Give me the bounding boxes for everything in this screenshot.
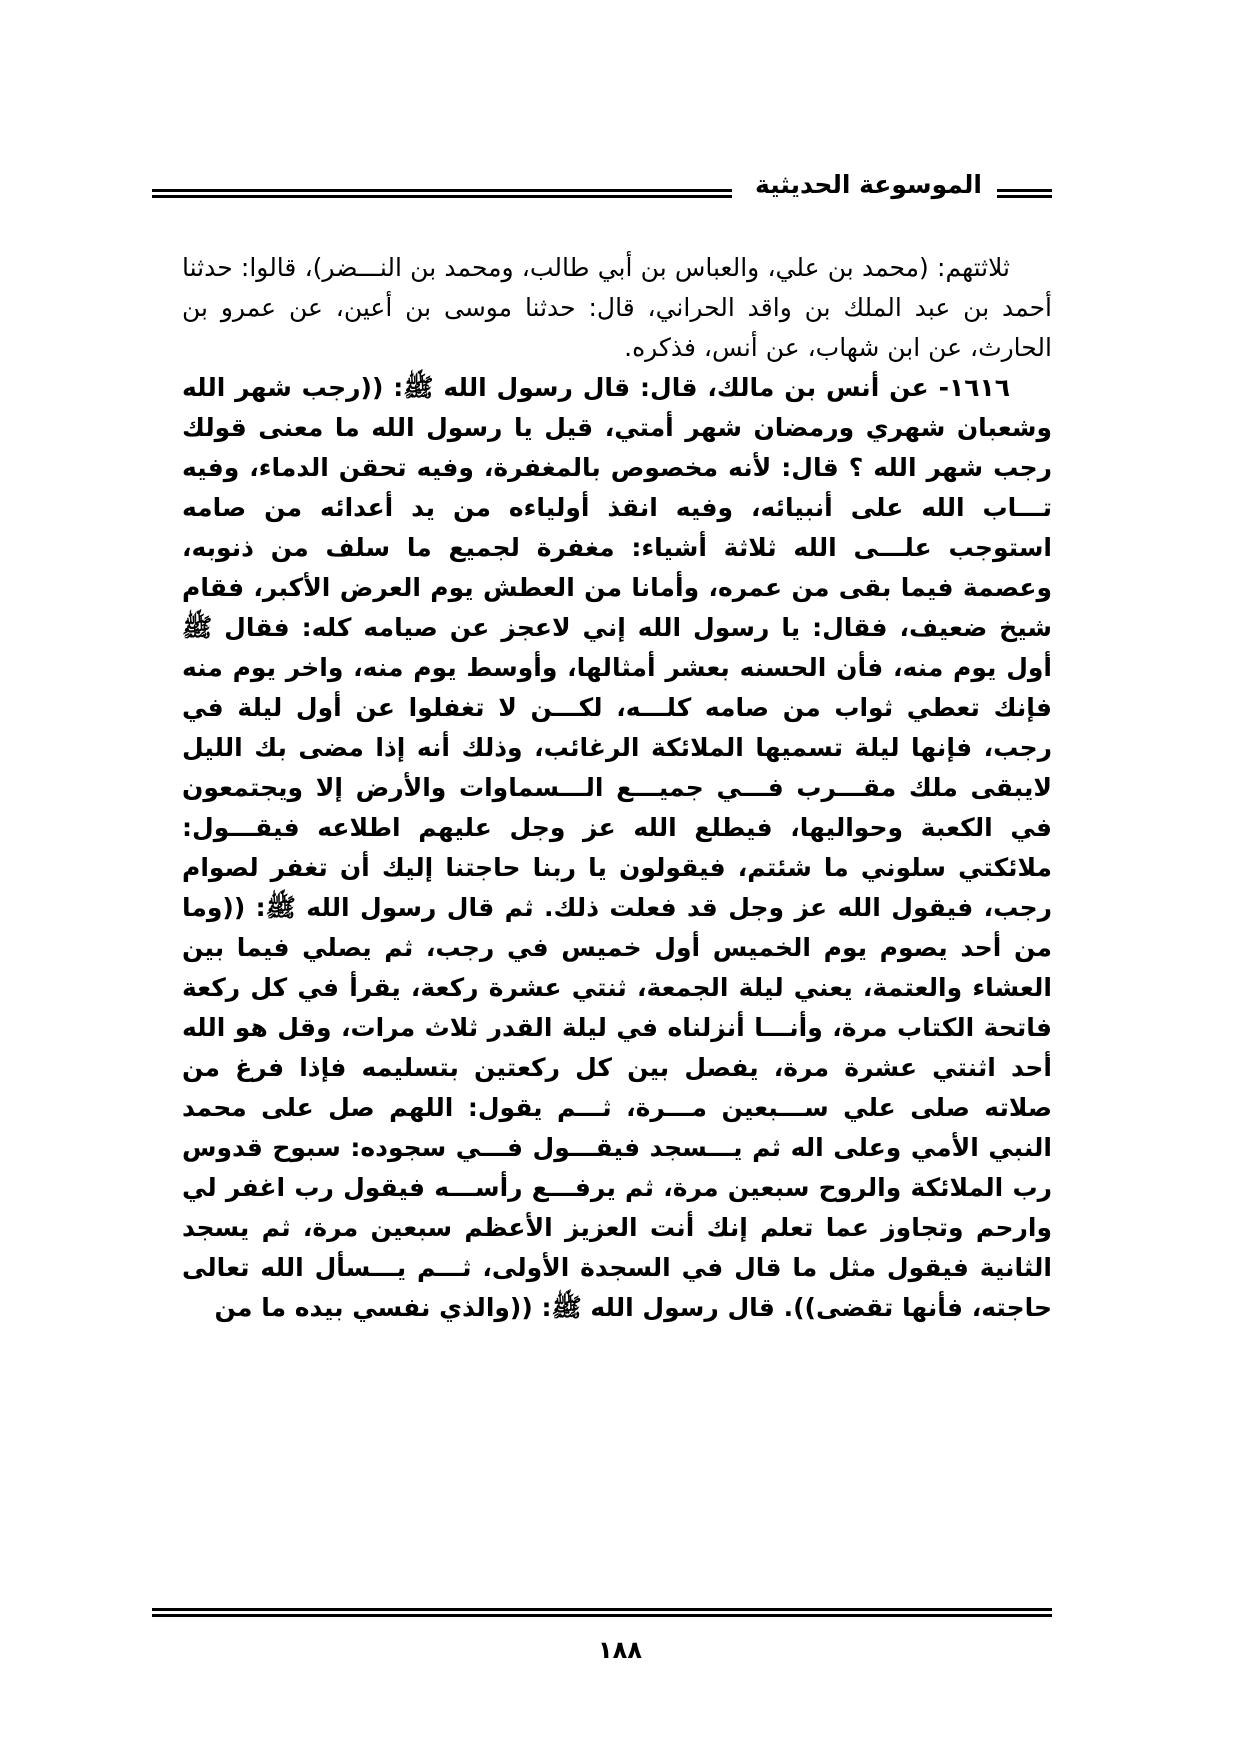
paragraph-hadith-1616: ١٦١٦- عن أنس بن مالك، قال: قال رسول الله ﷺ: ((رجب شهر الله وشعبان شهري ورمضان شهر أمتي، قيل يا رسول الله ما معنى قولك رجب شهر الله ؟ قال: لأنه مخصوص بالمغفرة، وفيه تحقن الدماء، وفيه تـــاب الله على أنبيائه، وفيه انقذ أولياءه من يد أعدائه من صامه استوجب علـــى الله ثلاثة أشياء: مغفرة لجميع ما سلف من ذنوبه، وعصمة فيما بقى من عمره، وأمانا من العطش يوم العرض الأكبر، فقام شيخ ضعيف، فقال: يا رسول الله إني لاعجز عن صيامه كله: فقال ﷺ أول يوم منه، فأن الحسنه بعشر أمثالها، وأوسط يوم منه، واخر يوم منه فإنك تعطي ثواب من صامه كلـــه، لكـــن لا تغفلوا عن أول ليلة في رجب، فإنها ليلة تسميها الملائكة الرغائب، وذلك أنه إذا مضى بك الليل لايبقى ملك مقـــرب فـــي جميـــع الـــسماوات والأرض إلا ويجتمعون في الكعبة وحواليها، فيطلع الله عز وجل عليهم اطلاعه فيقـــول: ملائكتي سلوني ما شئتم، فيقولون يا ربنا حاجتنا إليك أن تغفر لصوام رجب، فيقول الله عز وجل قد فعلت ذلك. ثم قال رسول الله ﷺ: ((وما من أحد يصوم يوم الخميس أول خميس في رجب، ثم يصلي فيما بين العشاء والعتمة، يعني ليلة الجمعة، ثنتي عشرة ركعة، يقرأ في كل ركعة فاتحة الكتاب مرة، وأنـــا أنزلناه في ليلة القدر ثلاث مرات، وقل هو الله أحد اثنتي عشرة مرة، يفصل بين كل ركعتين بتسليمه فإذا فرغ من صلاته صلى علي ســـبعين مـــرة، ثـــم يقول: اللهم صل على محمد النبي الأمي وعلى اله ثم يـــسجد فيقـــول فـــي سجوده: سبوح قدوس رب الملائكة والروح سبعين مرة، ثم يرفـــع رأســـه فيقول رب اغفر لي وارحم وتجاوز عما تعلم إنك أنت العزيز الأعظم سبعين مرة، ثم يسجد الثانية فيقول مثل ما قال في السجدة الأولى، ثـــم يـــسأل الله تعالى حاجته، فأنها تقضى)). قال رسول الله ﷺ: ((والذي نفسي بيده ما من [182,373,1052,1322]
header-rule-left [152,189,732,198]
body-text [182,248,1052,1328]
paragraph-isnad: ثلاثتهم: (محمد بن علي، والعباس بن أبي طالب، ومحمد بن النـــضر)، قالوا: حدثنا أحمد بن عبد الملك بن واقد الحراني، قال: حدثنا موسى بن أعين، عن عمرو بن الحارث، عن ابن شهاب، عن أنس، فذكره. [182,253,1052,362]
page-header [152,170,1052,216]
header-title: الموسوعة الحديثية [755,170,982,199]
footer-rule [152,1608,1052,1617]
page-number: ١٨٨ [598,1636,642,1664]
header-rule-right [997,189,1052,198]
